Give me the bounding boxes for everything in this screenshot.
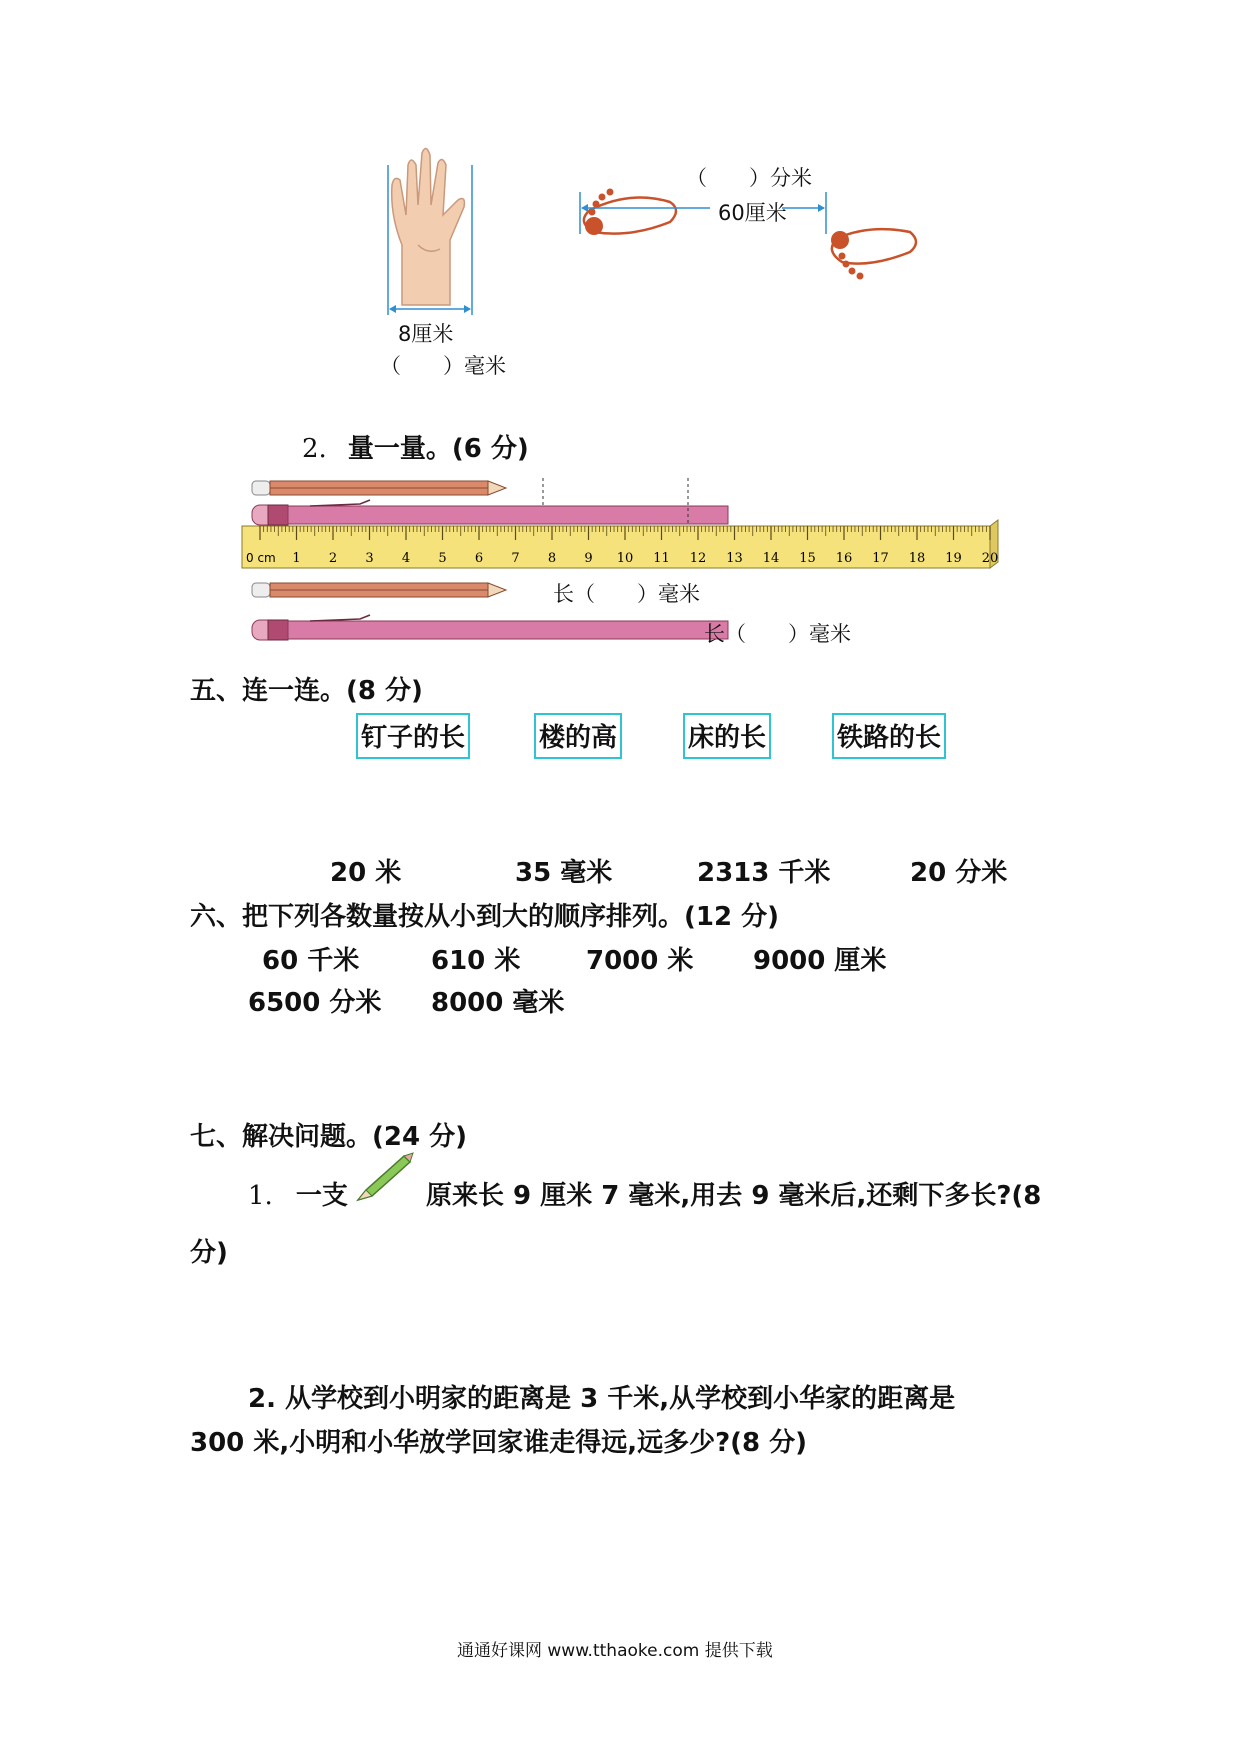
- match-value-1[interactable]: 20 米: [330, 858, 402, 888]
- ruler-tick-label: 11: [653, 551, 670, 566]
- pen-icon: [252, 500, 728, 525]
- section-7-heading: 七、解决问题。(24 分): [190, 1122, 467, 1152]
- match-item-bed[interactable]: 床的长: [683, 713, 771, 759]
- pencil-icon-2: [252, 583, 506, 597]
- quantity-3: 7000 米: [586, 946, 694, 976]
- problem-2-line-2: 300 米,小明和小华放学回家谁走得远,远多少?(8 分): [190, 1428, 808, 1458]
- quantity-6: 8000 毫米: [431, 988, 565, 1018]
- match-item-nail[interactable]: 钉子的长: [356, 713, 470, 759]
- hand-answer-blank[interactable]: （ ）毫米: [380, 354, 506, 378]
- ruler-tick-label: 12: [689, 551, 707, 566]
- hand-figure: [380, 145, 490, 315]
- feet-answer-blank[interactable]: （ ）分米: [686, 166, 812, 190]
- quantity-4: 9000 厘米: [753, 946, 887, 976]
- footprint-right-icon: [831, 229, 916, 279]
- feet-length-label: 60厘米: [718, 201, 787, 225]
- pen-icon-2: [252, 615, 728, 640]
- ruler-tick-label: 18: [908, 551, 926, 566]
- ruler-tick-label: 7: [511, 551, 520, 566]
- q2-heading: 2. 量一量。(6 分): [302, 434, 529, 464]
- ruler-tick-label: 3: [365, 551, 374, 566]
- ruler-tick-label: 9: [584, 551, 593, 566]
- match-value-2[interactable]: 35 毫米: [515, 858, 613, 888]
- quantity-1: 60 千米: [262, 946, 360, 976]
- problem-1-text: 1. 一支: [248, 1181, 348, 1211]
- match-item-railway[interactable]: 铁路的长: [832, 713, 946, 759]
- pencil-icon: [252, 481, 506, 495]
- problem-2-line-1: 2. 从学校到小明家的距离是 3 千米,从学校到小华家的距离是: [248, 1384, 956, 1414]
- match-value-3[interactable]: 2313 千米: [697, 858, 831, 888]
- section-5-heading: 五、连一连。(8 分): [190, 676, 423, 706]
- ruler-tick-label: 16: [835, 551, 853, 566]
- ruler-tick-label: 8: [547, 551, 557, 566]
- ruler-tick-label: 4: [401, 551, 411, 566]
- match-item-building[interactable]: 楼的高: [534, 713, 622, 759]
- ruler-tick-label: 20: [981, 551, 999, 566]
- ruler-tick-label: 10: [616, 551, 634, 566]
- ruler: [242, 520, 998, 568]
- hand-icon: [392, 148, 465, 305]
- quantity-2: 610 米: [431, 946, 521, 976]
- ruler-tick-label: 5: [438, 551, 447, 566]
- ruler-tick-label: 13: [726, 551, 743, 566]
- page-footer: 通通好课网 www.tthaoke.com 提供下载: [457, 1641, 773, 1661]
- match-value-4[interactable]: 20 分米: [910, 858, 1008, 888]
- ruler-tick-label: 14: [762, 551, 780, 566]
- footprint-left-icon: [584, 189, 676, 236]
- ruler-tick-label: 2: [328, 551, 338, 566]
- ruler-tick-label: 6: [474, 551, 484, 566]
- pencil-answer[interactable]: 长（ ）毫米: [553, 582, 700, 606]
- ruler-tick-label: 1: [292, 551, 301, 566]
- ruler-tick-label: 17: [872, 551, 889, 566]
- ruler-tick-label: 19: [945, 551, 962, 566]
- pen-answer[interactable]: 长（ ）毫米: [704, 622, 851, 646]
- problem-1-score: 分): [190, 1238, 228, 1268]
- small-pencil-icon: [352, 1150, 414, 1206]
- measure-figure: [240, 470, 1010, 660]
- hand-length-label: 8厘米: [398, 322, 454, 346]
- ruler-unit: 0 cm: [246, 551, 276, 565]
- problem-1-text-cont: 原来长 9 厘米 7 毫米,用去 9 毫米后,还剩下多长?(8: [426, 1181, 1042, 1211]
- section-6-heading: 六、把下列各数量按从小到大的顺序排列。(12 分): [190, 902, 779, 932]
- quantity-5: 6500 分米: [248, 988, 382, 1018]
- ruler-tick-label: 15: [799, 551, 816, 566]
